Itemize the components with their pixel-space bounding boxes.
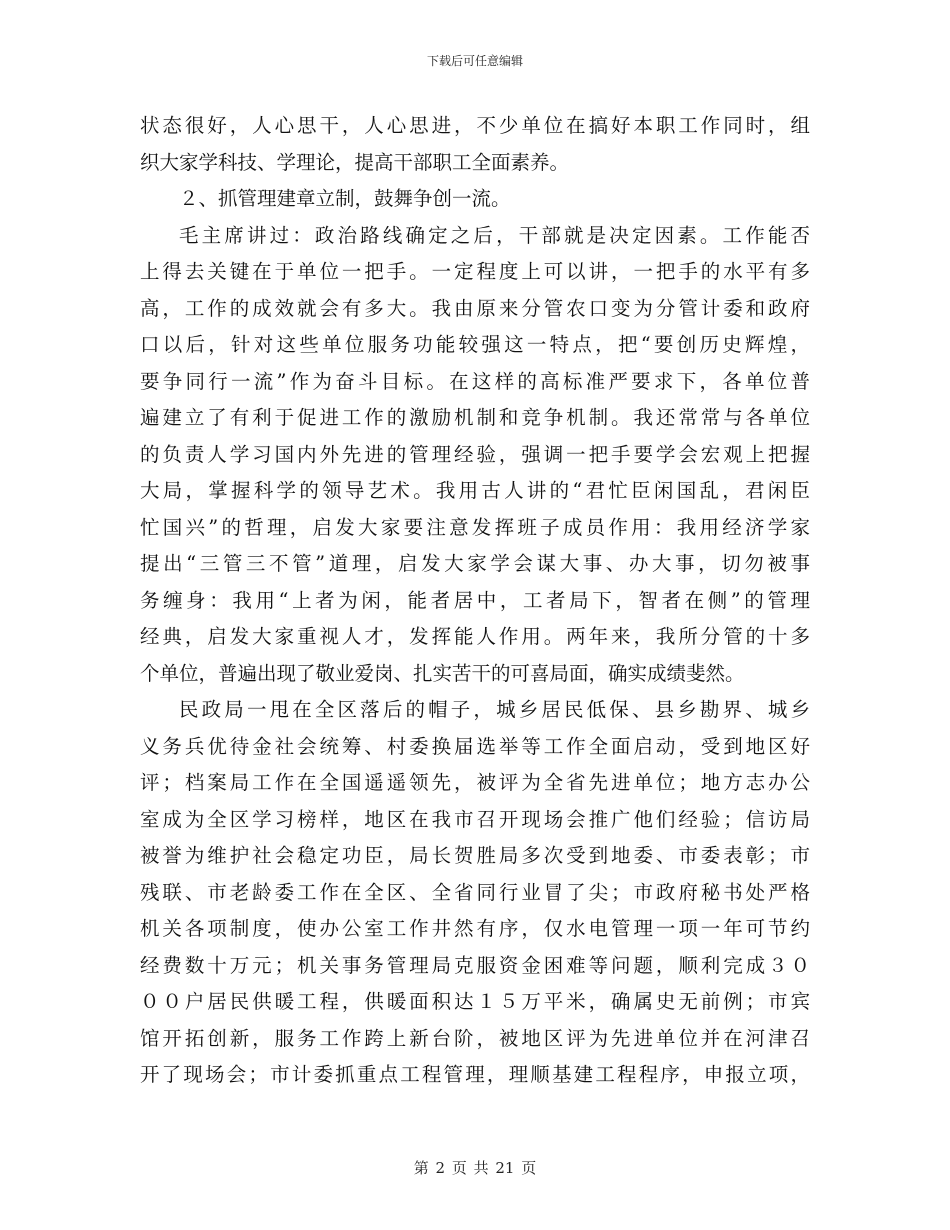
- text-line: 忙国兴”的哲理，启发大家要注意发挥班子成员作用：我用经济学家: [140, 515, 810, 539]
- text-line: 义务兵优待金社会统筹、村委换届选举等工作全面启动，受到地区好: [140, 734, 810, 758]
- text-line: 要争同行一流”作为奋斗目标。在这样的高标准严要求下，各单位普: [140, 369, 810, 393]
- page-header: 下载后可任意编辑: [426, 54, 523, 68]
- text-line: 室成为全区学习榜样，地区在我市召开现场会推广他们经验；信访局: [140, 807, 810, 831]
- text-line: 提出“三管三不管”道理，启发大家学会谋大事、办大事，切勿被事: [140, 552, 810, 575]
- text-line: 务缠身：我用“上者为闲，能者居中，工者局下，智者在侧”的管理: [140, 588, 810, 612]
- page-number: 第 2 页 共 21 页: [413, 1159, 537, 1177]
- text-line: 的负责人学习国内外先进的管理经验，强调一把手要学会宏观上把握: [140, 442, 810, 466]
- text-line: 大局，掌握科学的领导艺术。我用古人讲的“君忙臣闲国乱，君闲臣: [140, 479, 810, 502]
- text-line: 状态很好，人心思干，人心思进，不少单位在搞好本职工作同时，组: [140, 114, 810, 137]
- text-line: 遍建立了有利于促进工作的激励机制和竞争机制。我还常常与各单位: [140, 406, 810, 429]
- text-line: 残联、市老龄委工作在全区、全省同行业冒了尖；市政府秘书处严格: [140, 880, 810, 904]
- text-line: 评；档案局工作在全国遥遥领先，被评为全省先进单位；地方志办公: [140, 771, 810, 794]
- text-line: 高，工作的成效就会有多大。我由原来分管农口变为分管计委和政府: [140, 296, 810, 320]
- text-line: 毛主席讲过：政治路线确定之后，干部就是决定因素。工作能否: [179, 223, 810, 247]
- text-line: 机关各项制度，使办公室工作井然有序，仅水电管理一项一年可节约: [140, 917, 810, 940]
- text-line: 馆开拓创新，服务工作跨上新台阶，被地区评为先进单位并在河津召: [140, 1026, 810, 1050]
- document-body: [140, 108, 810, 1094]
- text-line: ００户居民供暖工程，供暖面积达１５万平米，确属史无前例；市宾: [140, 990, 810, 1013]
- text-line: 上得去关键在于单位一把手。一定程度上可以讲，一把手的水平有多: [140, 260, 810, 283]
- text-line: 织大家学科技、学理论，提高干部职工全面素养。: [140, 150, 570, 174]
- section-heading: ２、抓管理建章立制，鼓舞争创一流。: [179, 187, 511, 210]
- text-line: 开了现场会；市计委抓重点工程管理，理顺基建工程程序，申报立项，: [140, 1063, 810, 1086]
- text-line: 经典，启发大家重视人才，发挥能人作用。两年来，我所分管的十多: [140, 625, 810, 648]
- text-line: 民政局一甩在全区落后的帽子，城乡居民低保、县乡勘界、城乡: [179, 698, 810, 721]
- text-line: 口以后，针对这些单位服务功能较强这一特点，把“要创历史辉煌，: [140, 333, 810, 356]
- text-line: 被誉为维护社会稳定功臣，局长贺胜局多次受到地委、市委表彰；市: [140, 844, 810, 867]
- text-line: 经费数十万元；机关事务管理局克服资金困难等问题，顺利完成３０: [140, 953, 810, 977]
- text-line: 个单位，普遍出现了敬业爱岗、扎实苦干的可喜局面，确实成绩斐然。: [140, 661, 745, 685]
